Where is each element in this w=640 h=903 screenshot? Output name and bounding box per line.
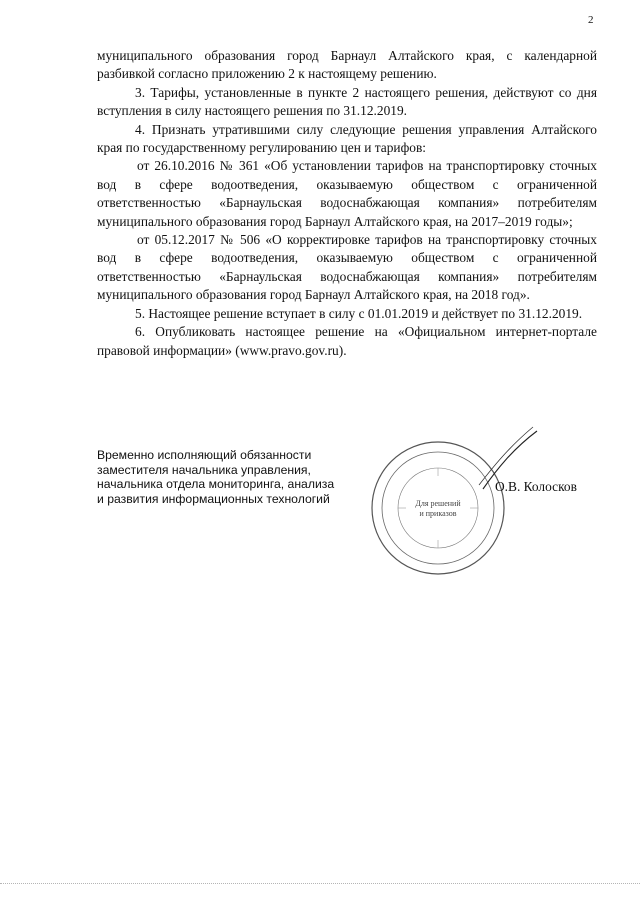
paragraph-item-6: 6. Опубликовать настоящее решение на «Официальном интернет-портале правовой информации» (www.pravo.gov.ru). (97, 324, 597, 358)
position-line: и развития информационных технологий (97, 491, 330, 506)
page-number: 2 (588, 14, 594, 26)
paragraph-continuation: муниципального образования город Барнаул Алтайского края, с календарной разбивкой согласно приложению 2 к настоящему решению. (97, 48, 597, 82)
seal-center-text-1: Для решений (415, 499, 461, 508)
document-body (97, 47, 597, 360)
seal-center-text-2: и приказов (419, 509, 457, 518)
signatory-name: О.В. Колосков (495, 479, 577, 494)
position-line: начальника отдела мониторинга, анализа (97, 477, 335, 492)
position-line: заместителя начальника управления, (97, 462, 311, 477)
paragraph-item-5: 5. Настоящее решение вступает в силу с 01.01.2019 и действует по 31.12.2019. (135, 305, 583, 321)
scan-bottom-edge (0, 883, 640, 884)
signatory-position (97, 448, 377, 506)
paragraph-item-3: 3. Тарифы, установленные в пункте 2 настоящего решения, действуют со дня вступления в силу настоящего решения по 31.12.2019. (97, 84, 597, 119)
paragraph-item-4: 4. Признать утратившими силу следующие решения управления Алтайского края по государственному регулированию цен и тарифов: (97, 121, 597, 156)
repealed-decision-506: от 05.12.2017 № 506 «О корректировке тарифов на транспортировку сточных вод в сфере водоотведения, оказываемую обществом с ограниченной ответственностью «Барнаульская водоснабжающая компания» потребителям муниципального образования город Барнаул Алтайского края, на 2018 год». (97, 232, 597, 303)
position-line: Временно исполняющий обязанности (97, 448, 312, 462)
repealed-decision-361: от 26.10.2016 № 361 «Об установлении тарифов на транспортировку сточных вод в сфере водоотведения, оказываемую обществом с ограниченной ответственностью «Барнаульская водоснабжающая компания» потребителям муниципального образования город Барнаул Алтайского края, на 2017–2019 годы»; (97, 158, 597, 229)
